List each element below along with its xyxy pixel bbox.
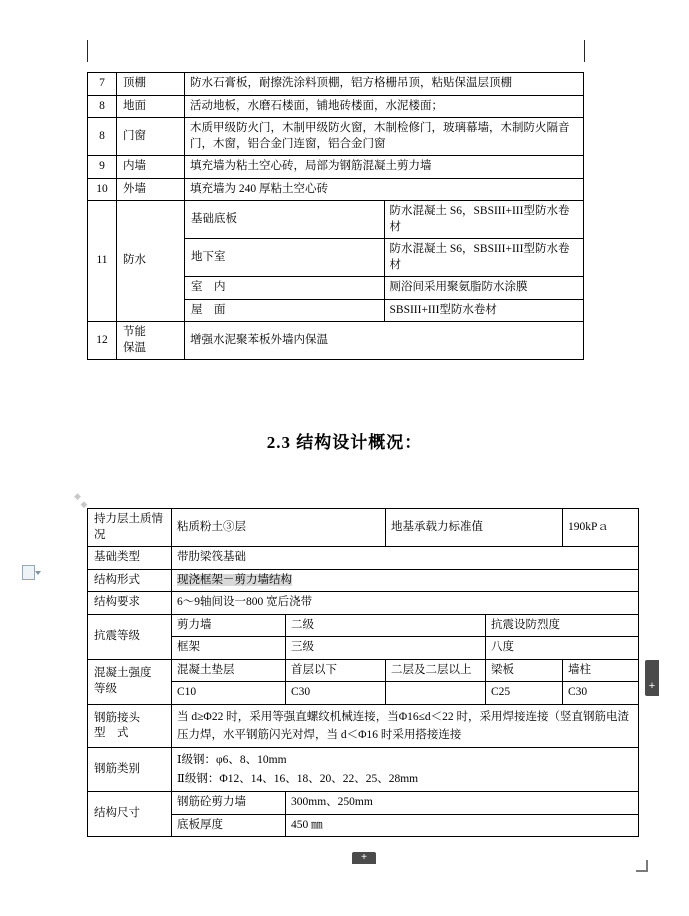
seismic-grade-label: 抗震等级 (88, 614, 172, 659)
row-content: SBSIII+III型防水卷材 (384, 299, 584, 322)
decorative-diamonds: ◆ ◆ (74, 491, 89, 509)
concrete-column-header: 墙柱 (563, 659, 639, 682)
structure-requirement-value: 6～9轴间设一800 宽后浇带 (172, 592, 639, 615)
concrete-grade-value: C30 (286, 682, 386, 705)
margin-guide-left (87, 40, 88, 62)
concrete-grade-label-line-1: 混凝土强度 (94, 667, 152, 680)
table-row (88, 614, 639, 637)
seismic-part: 框架 (172, 637, 286, 660)
concrete-column-header: 首层以下 (286, 659, 386, 682)
row-content: 增强水泥聚苯板外墙内保温 (185, 322, 584, 360)
concrete-grade-label-line-2: 等级 (94, 682, 117, 695)
row-sub-label: 地下室 (185, 239, 385, 277)
concrete-grade-value: C30 (563, 682, 639, 705)
table-row (88, 659, 639, 682)
dimension-item-value: 450 ㎜ (286, 814, 639, 837)
table-row (88, 95, 584, 118)
table-row (88, 156, 584, 179)
table-row (88, 748, 639, 792)
row-content: 厕浴间采用聚氨脂防水涂膜 (384, 277, 584, 300)
concrete-grade-value: C10 (172, 682, 286, 705)
structure-requirement-label: 结构要求 (88, 592, 172, 615)
concrete-column-header: 梁板 (486, 659, 563, 682)
table-row (88, 547, 639, 570)
seismic-part: 剪力墙 (172, 614, 286, 637)
seismic-grade-value: 三级 (286, 637, 486, 660)
foundation-label: 基础类型 (88, 547, 172, 570)
row-name-line-2: 保温 (123, 341, 146, 354)
table-row (88, 178, 584, 201)
rebar-joint-label-line-1: 钢筋接头 (94, 711, 140, 724)
row-content: 填充墙为 240 厚粘土空心砖 (185, 178, 584, 201)
structure-form-label: 结构形式 (88, 569, 172, 592)
soil-label: 持力层土质情况 (88, 509, 172, 547)
table-row (88, 201, 584, 239)
row-content: 木质甲级防火门，木制甲级防火窗，木制检修门，玻璃幕墙，木制防火隔音门，木窗，铝合金门连窗，铝合金门窗 (185, 118, 584, 156)
rebar-joint-label (88, 704, 172, 748)
row-number: 9 (88, 156, 117, 179)
table-row (88, 792, 639, 815)
concrete-grade-label (88, 659, 172, 704)
side-expand-label: + (648, 680, 656, 692)
bearing-capacity-value: 190kPａ (563, 509, 639, 547)
concrete-grade-value (386, 682, 486, 705)
dimension-item-name: 底板厚度 (172, 814, 286, 837)
table-row (88, 569, 639, 592)
row-name: 内墙 (117, 156, 185, 179)
rebar-type-line-1: Ⅰ级钢：φ6、8、10mm (177, 754, 287, 767)
row-content: 防水混凝土 S6，SBSIII+III型防水卷材 (384, 201, 584, 239)
seismic-intensity-label: 抗震设防烈度 (486, 614, 639, 637)
resize-corner-marker[interactable] (636, 860, 648, 872)
dimension-item-name: 钢筋砼剪力墙 (172, 792, 286, 815)
row-sub-label: 室 内 (185, 277, 385, 300)
table-row (88, 509, 639, 547)
row-sub-label: 基础底板 (185, 201, 385, 239)
row-name (117, 322, 185, 360)
row-number: 8 (88, 118, 117, 156)
rebar-type-label: 钢筋类别 (88, 748, 172, 792)
seismic-grade-value: 二级 (286, 614, 486, 637)
seismic-intensity-value: 八度 (486, 637, 639, 660)
rebar-joint-label-line-2: 型 式 (94, 727, 129, 740)
row-number: 10 (88, 178, 117, 201)
section-heading: 2.3 结构设计概况： (266, 433, 423, 452)
row-name: 防水 (117, 201, 185, 322)
foundation-value: 带肋梁筏基础 (172, 547, 639, 570)
margin-guide-right (584, 40, 585, 62)
row-number: 7 (88, 73, 117, 96)
row-content: 防水混凝土 S6，SBSIII+III型防水卷材 (384, 239, 584, 277)
row-name: 外墙 (117, 178, 185, 201)
dimension-item-value: 300mm、250mm (286, 792, 639, 815)
rebar-type-value (172, 748, 639, 792)
row-sub-label: 屋 面 (185, 299, 385, 322)
row-number: 8 (88, 95, 117, 118)
row-name-line-1: 节能 (123, 326, 146, 339)
concrete-column-header: 二层及二层以上 (386, 659, 486, 682)
row-content: 填充墙为粘土空心砖，局部为钢筋混凝土剪力墙 (185, 156, 584, 179)
structure-form-highlight: 现浇框架－剪力墙结构 (177, 573, 292, 586)
structure-table (87, 508, 639, 837)
rebar-type-line-2: Ⅱ级钢：Φ12、14、16、18、20、22、25、28mm (177, 772, 419, 785)
table-row (88, 322, 584, 360)
table-row (88, 704, 639, 748)
document-thumbnail-icon (22, 565, 38, 579)
row-name: 门窗 (117, 118, 185, 156)
row-content: 防水石膏板，耐擦洗涂料顶棚，铝方格栅吊顶，粘贴保温层顶棚 (185, 73, 584, 96)
table-row (88, 73, 584, 96)
concrete-grade-value: C25 (486, 682, 563, 705)
bottom-expand-handle[interactable]: + (352, 852, 376, 864)
row-name: 顶棚 (117, 73, 185, 96)
table-row (88, 118, 584, 156)
dimension-label: 结构尺寸 (88, 792, 172, 837)
side-expand-handle[interactable] (645, 660, 659, 696)
row-number: 11 (88, 201, 117, 322)
table-row (88, 592, 639, 615)
finish-table (87, 72, 584, 360)
row-name: 地面 (117, 95, 185, 118)
row-content: 活动地板，水磨石楼面，铺地砖楼面，水泥楼面； (185, 95, 584, 118)
rebar-joint-value: 当 d≥Φ22 时，采用等强直螺纹机械连接，当Φ16≤d＜22 时，采用焊接连接（竖直钢筋电渣压力焊，水平钢筋闪光对焊，当 d＜Φ16 时采用搭接连接 (172, 704, 639, 748)
row-number: 12 (88, 322, 117, 360)
concrete-column-header: 混凝土垫层 (172, 659, 286, 682)
structure-form-value (172, 569, 639, 592)
bearing-capacity-label: 地基承载力标准值 (386, 509, 563, 547)
soil-value: 粘质粉土③层 (172, 509, 386, 547)
